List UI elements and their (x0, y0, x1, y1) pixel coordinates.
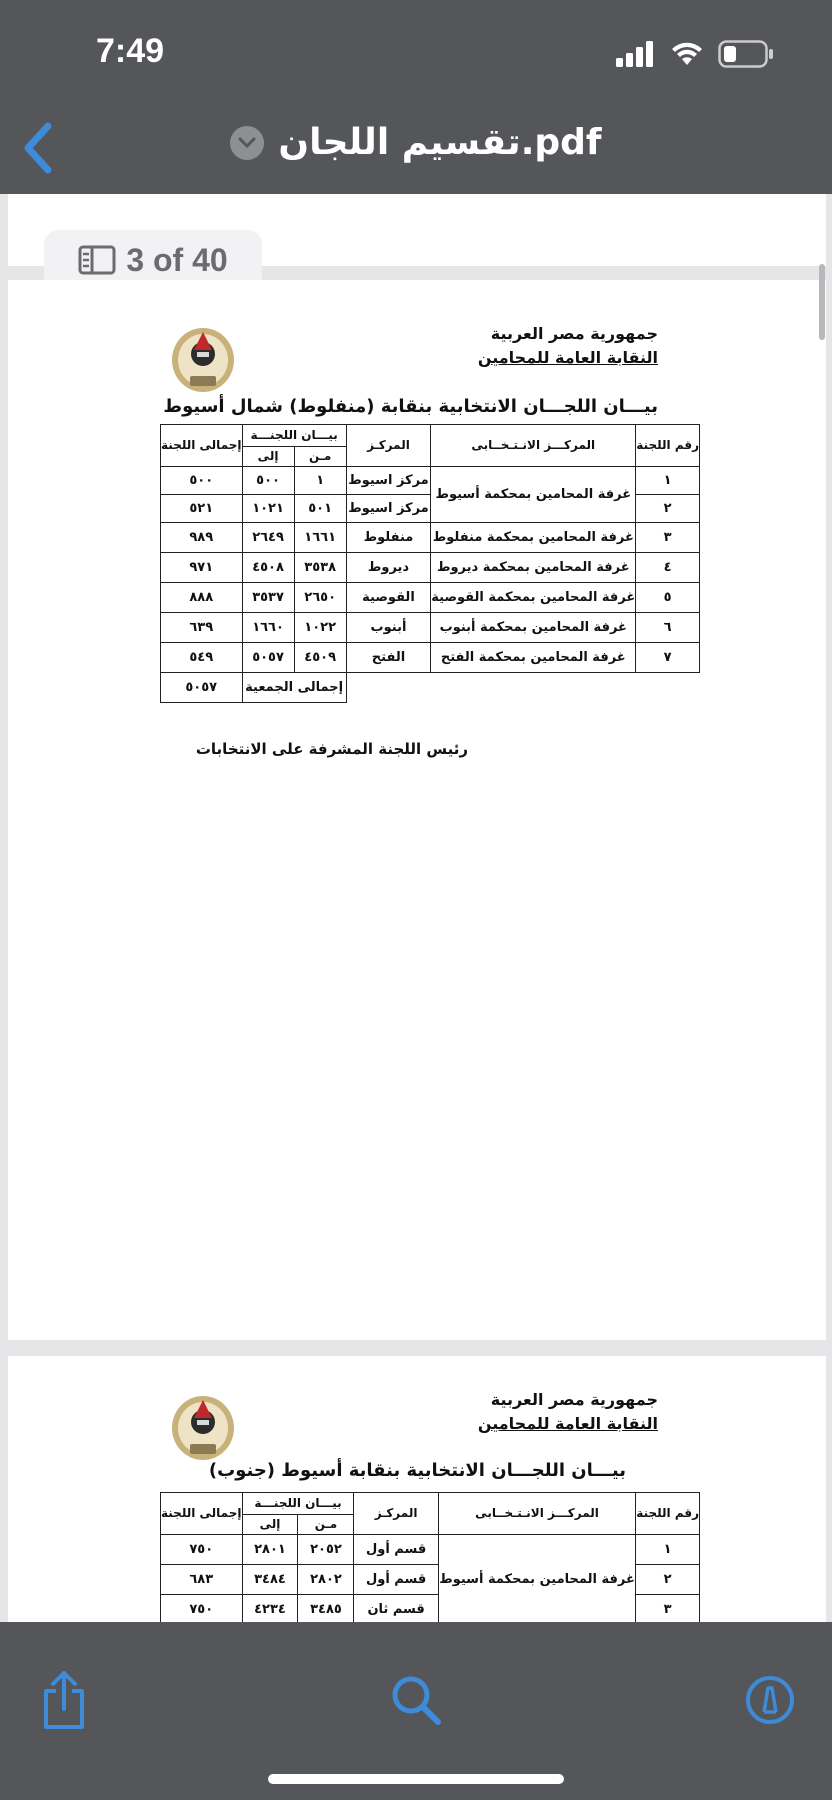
cell-center: غرفة المحامين بمحكمة أسيوط (438, 1535, 636, 1623)
header-markaz: المركـز (346, 425, 431, 467)
table-row (161, 523, 700, 553)
grand-total-value: ٥٠٥٧ (161, 673, 243, 703)
cell-num: ٣ (636, 1595, 700, 1623)
cell-total: ٨٨٨ (161, 583, 243, 613)
cell-markaz: مركز اسيوط (346, 495, 431, 523)
cell-from: ٣٥٣٨ (294, 553, 346, 583)
header-center: المركـــز الانـتـخــابى (431, 425, 636, 467)
header-from: مـن (298, 1515, 354, 1535)
cell-to: ٣٥٣٧ (242, 583, 294, 613)
header-to: إلى (242, 1515, 298, 1535)
cell-to: ٤٢٣٤ (242, 1595, 298, 1623)
org-line-1: جمهورية مصر العربية (490, 324, 658, 343)
cell-from: ١٠٢٢ (294, 613, 346, 643)
cell-center: غرفة المحامين بمحكمة الفتح (431, 643, 636, 673)
cell-to: ٢٦٤٩ (242, 523, 294, 553)
cell-num: ٤ (636, 553, 700, 583)
cell-from: ٣٤٨٥ (298, 1595, 354, 1623)
cell-center: غرفة المحامين بمحكمة القوصية (431, 583, 636, 613)
battery-icon (718, 40, 774, 68)
grand-total-label: إجمالى الجمعية (242, 673, 346, 703)
cell-center: غرفة المحامين بمحكمة أسيوط (431, 467, 636, 523)
cell-center: غرفة المحامين بمحكمة ديروط (431, 553, 636, 583)
cell-total: ٩٨٩ (161, 523, 243, 553)
table-row (161, 1535, 700, 1565)
header-total: إجمالى اللجنة (161, 1493, 243, 1535)
org-line-2: النقابة العامة للمحامين (477, 1414, 658, 1433)
org-header (428, 1388, 658, 1436)
cell-from: ٤٥٠٩ (294, 643, 346, 673)
table-row (161, 613, 700, 643)
cell-num: ٢ (636, 495, 700, 523)
cell-markaz: قسم أول (354, 1565, 438, 1595)
cell-from: ٢٠٥٢ (298, 1535, 354, 1565)
document-title: تقسيم اللجان.pdf (278, 122, 602, 163)
markup-icon (744, 1674, 796, 1726)
cell-markaz: مركز اسيوط (346, 467, 431, 495)
header-to: إلى (242, 447, 294, 467)
top-bar (0, 0, 832, 194)
syndicate-logo-icon (170, 1392, 236, 1462)
header-total: إجمالى اللجنة (161, 425, 243, 467)
cell-to: ٣٤٨٤ (242, 1565, 298, 1595)
cell-total: ٦٨٣ (161, 1565, 243, 1595)
cell-markaz: ديروط (346, 553, 431, 583)
table-title: بيـــان اللجـــان الانتخابية بنقابة أسيوط (جنوب) (208, 1460, 626, 1481)
table-row (161, 643, 700, 673)
document-title-button[interactable] (0, 122, 832, 163)
cell-to: ١٦٦٠ (242, 613, 294, 643)
status-time: 7:49 (96, 32, 165, 70)
vertical-scrollbar[interactable] (819, 264, 825, 340)
cell-from: ٢٨٠٢ (298, 1565, 354, 1595)
cell-total: ٥٤٩ (161, 643, 243, 673)
cell-to: ٤٥٠٨ (242, 553, 294, 583)
table-header-row (161, 1493, 700, 1515)
header-bayan: بيـــان اللجنـــة (242, 1493, 354, 1515)
cell-markaz: منفلوط (346, 523, 431, 553)
cell-to: ٥٠٥٧ (242, 643, 294, 673)
wifi-icon (670, 41, 704, 67)
cell-total: ٥٢١ (161, 495, 243, 523)
cell-num: ٢ (636, 1565, 700, 1595)
header-num: رقم اللجنة (636, 425, 700, 467)
pdf-page (8, 1356, 826, 1622)
cell-from: ١٦٦١ (294, 523, 346, 553)
cell-num: ٧ (636, 643, 700, 673)
table-title: بيـــان اللجـــان الانتخابية بنقابة (منفلوط) شمال أسيوط (163, 396, 658, 417)
cell-center: غرفة المحامين بمحكمة منفلوط (431, 523, 636, 553)
table-header-row (161, 425, 700, 447)
org-line-2: النقابة العامة للمحامين (477, 348, 658, 367)
grand-total-row (161, 673, 700, 703)
syndicate-logo-icon (170, 324, 236, 394)
share-button[interactable] (36, 1668, 92, 1732)
cell-num: ١ (636, 467, 700, 495)
header-bayan: بيـــان اللجنـــة (242, 425, 346, 447)
cell-num: ٣ (636, 523, 700, 553)
cell-total: ٩٧١ (161, 553, 243, 583)
cell-total: ٧٥٠ (161, 1595, 243, 1623)
cellular-signal-icon (616, 41, 656, 67)
table-row (161, 467, 700, 495)
home-indicator[interactable] (268, 1774, 564, 1784)
cell-from: ١ (294, 467, 346, 495)
header-from: مـن (294, 447, 346, 467)
cell-center: غرفة المحامين بمحكمة أبنوب (431, 613, 636, 643)
org-line-1: جمهورية مصر العربية (490, 1390, 658, 1409)
pdf-viewer[interactable] (0, 194, 832, 1622)
header-num: رقم اللجنة (636, 1493, 700, 1535)
cell-num: ٥ (636, 583, 700, 613)
cell-from: ٢٦٥٠ (294, 583, 346, 613)
sidebar-thumbnails-icon (78, 245, 116, 275)
supervisor-note: رئيس اللجنة المشرفة على الانتخابات (195, 740, 468, 758)
cell-total: ٦٣٩ (161, 613, 243, 643)
header-markaz: المركـز (354, 1493, 438, 1535)
table-row (161, 583, 700, 613)
search-button[interactable] (388, 1668, 444, 1732)
page-indicator-label: 3 of 40 (126, 241, 228, 278)
status-icons (616, 40, 774, 68)
cell-to: ١٠٢١ (242, 495, 294, 523)
search-icon (390, 1674, 442, 1726)
cell-markaz: أبنوب (346, 613, 431, 643)
committees-table (160, 424, 700, 703)
cell-from: ٥٠١ (294, 495, 346, 523)
share-icon (38, 1669, 90, 1731)
chevron-down-icon (230, 126, 264, 160)
committees-table (160, 1492, 700, 1622)
cell-total: ٧٥٠ (161, 1535, 243, 1565)
table-row (161, 553, 700, 583)
cell-markaz: الفتح (346, 643, 431, 673)
cell-markaz: القوصية (346, 583, 431, 613)
cell-to: ٢٨٠١ (242, 1535, 298, 1565)
header-center: المركـــز الانـتـخــابى (438, 1493, 636, 1535)
markup-button[interactable] (742, 1668, 798, 1732)
cell-num: ١ (636, 1535, 700, 1565)
cell-total: ٥٠٠ (161, 467, 243, 495)
cell-markaz: قسم ثان (354, 1595, 438, 1623)
cell-to: ٥٠٠ (242, 467, 294, 495)
cell-num: ٦ (636, 613, 700, 643)
org-header (428, 322, 658, 370)
pdf-page (8, 280, 826, 1340)
cell-markaz: قسم أول (354, 1535, 438, 1565)
